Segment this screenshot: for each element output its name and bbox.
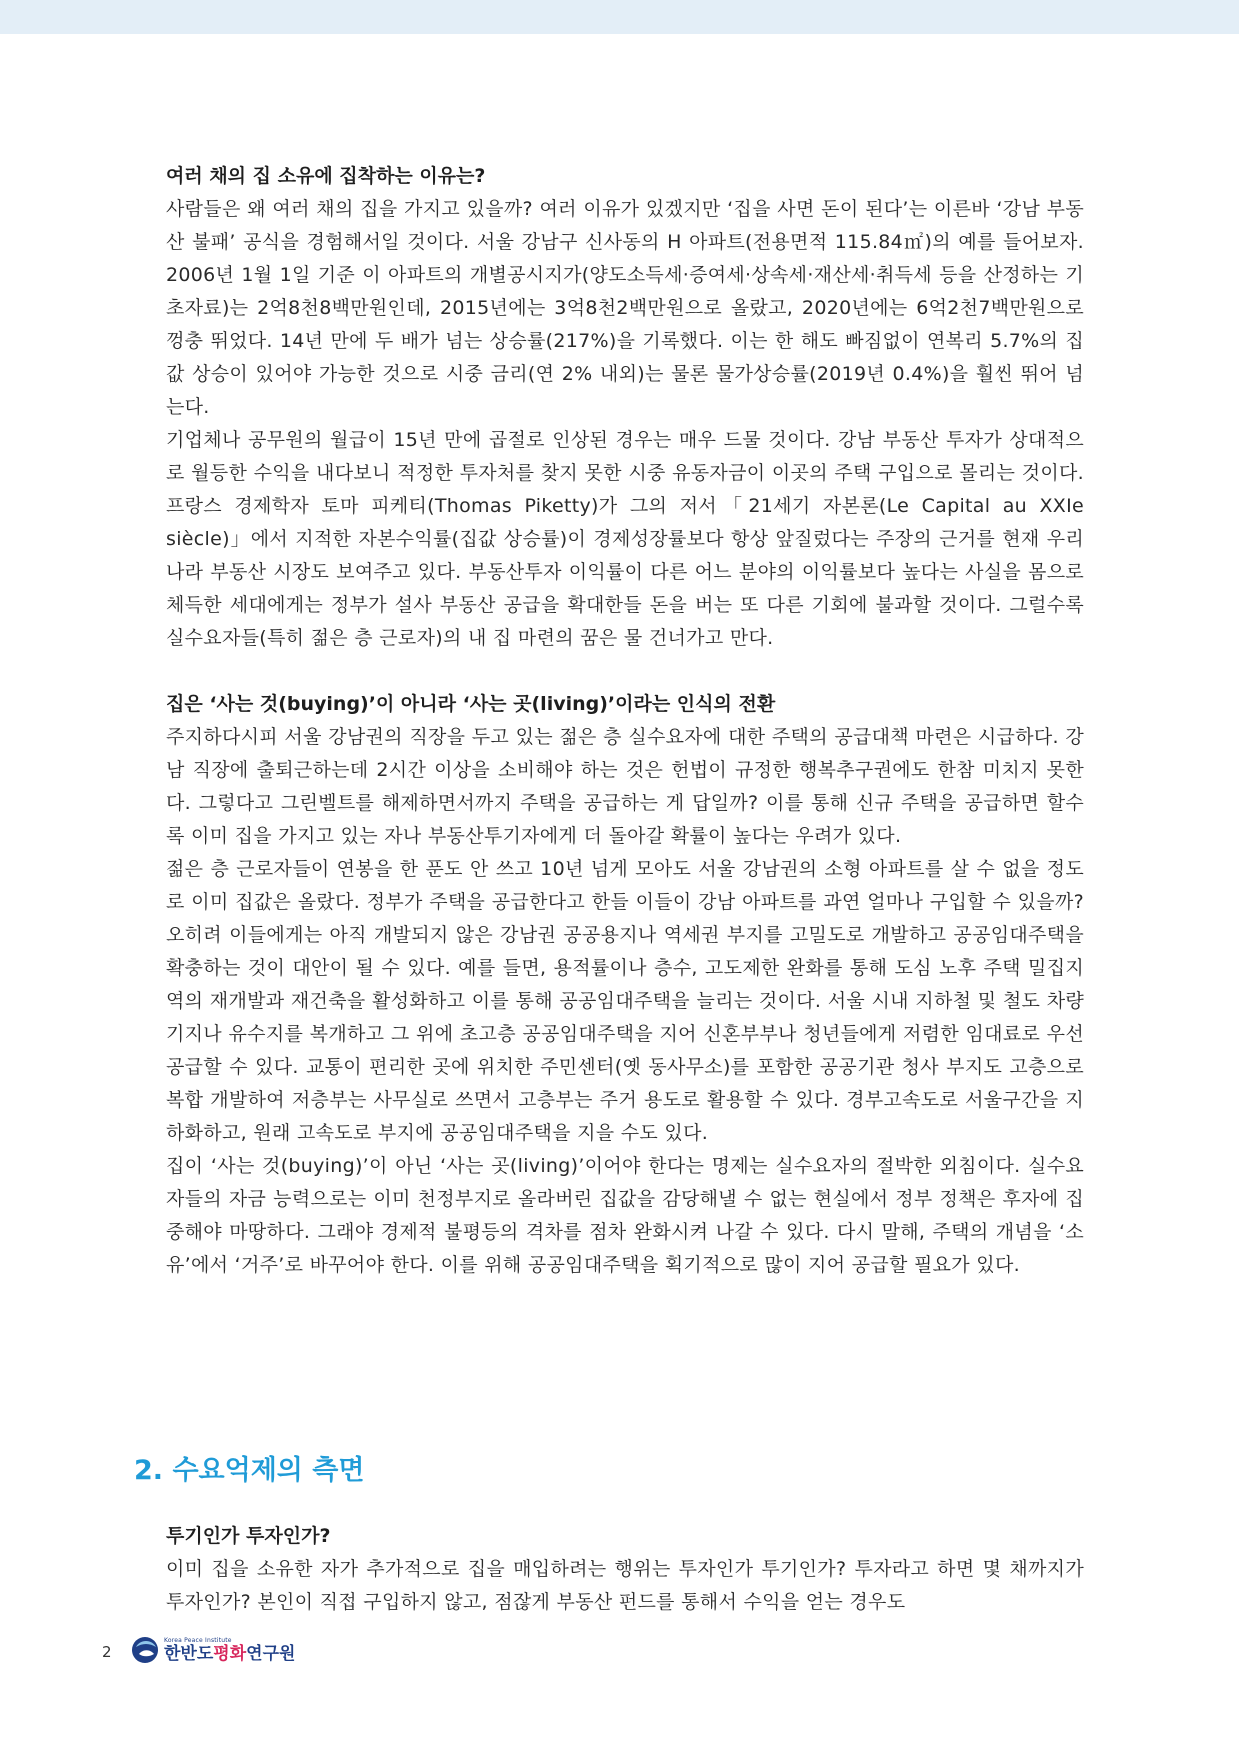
page-number: 2 — [102, 1643, 112, 1661]
logo-name-part2: 평화 — [213, 1643, 247, 1664]
paragraph: 기업체나 공무원의 월급이 15년 만에 곱절로 인상된 경우는 매우 드물 것이다. 강남 부동산 투자가 상대적으로 월등한 수익을 내다보니 적정한 투자처를 찾지 못한 시중 유동자금이 이곳의 주택 구입으로 몰리는 것이다. 프랑스 경제학자 토마 피케티(Thomas Piketty)가 그의 저서「21세기 자본론(Le Capital au XXIe siècle)」에서 지적한 자본수익률(집값 상승률)이 경제성장률보다 항상 앞질렀다는 주장의 근거를 현재 우리나라 부동산 시장도 보여주고 있다. 부동산투자 이익률이 다른 어느 분야의 이익률보다 높다는 사실을 몸으로 체득한 세대에게는 정부가 설사 부동산 공급을 확대한들 돈을 버는 또 다른 기회에 불과할 것이다. 그럴수록 실수요자들(특히 젊은 층 근로자)의 내 집 마련의 꿈은 물 건너가고 만다. — [166, 429, 1084, 649]
section2-body — [166, 1520, 1084, 1619]
paragraph: 주지하다시피 서울 강남권의 직장을 두고 있는 젊은 층 실수요자에 대한 주택의 공급대책 마련은 시급하다. 강남 직장에 출퇴근하는데 2시간 이상을 소비해야 하는 것은 헌법이 규정한 행복추구권에도 한참 미치지 못한다. 그렇다고 그린벨트를 해제하면서까지 주택을 공급하는 게 답일까? 이를 통해 신규 주택을 공급하면 할수록 이미 집을 가지고 있는 자나 부동산투기자에게 더 돌아갈 확률이 높다는 우려가 있다. — [166, 726, 1084, 847]
sub-heading-perception: 집은 ‘사는 것(buying)’이 아니라 ‘사는 곳(living)’이라는 인식의 전환 — [166, 693, 776, 715]
top-color-band — [0, 0, 1239, 34]
sub-heading-speculation: 투기인가 투자인가? — [166, 1525, 331, 1547]
logo-tagline: Korea Peace Institute — [164, 1636, 232, 1644]
paragraph: 집이 ‘사는 것(buying)’이 아닌 ‘사는 곳(living)’이어야 한다는 명제는 실수요자의 절박한 외침이다. 실수요자들의 자금 능력으로는 이미 천정부지로 올라버린 집값을 감당해낼 수 없는 현실에서 정부 정책은 후자에 집중해야 마땅하다. 그래야 경제적 불평등의 격차를 점차 완화시켜 나갈 수 있다. 다시 말해, 주택의 개념을 ‘소유’에서 ‘거주’로 바꾸어야 한다. 이를 위해 공공임대주택을 획기적으로 많이 지어 공급할 필요가 있다. — [166, 1155, 1085, 1276]
article-body — [166, 160, 1084, 1282]
spacer — [166, 655, 1084, 688]
institute-logo — [130, 1630, 295, 1670]
sub-heading-reasons: 여러 채의 집 소유에 집착하는 이유는? — [166, 165, 486, 187]
paragraph: 젊은 층 근로자들이 연봉을 한 푼도 안 쓰고 10년 넘게 모아도 서울 강남권의 소형 아파트를 살 수 없을 정도로 이미 집값은 올랐다. 정부가 주택을 공급한다고 한들 이들이 강남 아파트를 과연 얼마나 구입할 수 있을까? 오히려 이들에게는 아직 개발되지 않은 강남권 공공용지나 역세권 부지를 고밀도로 개발하고 공공임대주택을 확충하는 것이 대안이 될 수 있다. 예를 들면, 용적률이나 층수, 고도제한 완화를 통해 도심 노후 주택 밀집지역의 재개발과 재건축을 활성화하고 이를 통해 공공임대주택을 늘리는 것이다. 서울 시내 지하철 및 철도 차량기지나 유수지를 복개하고 그 위에 초고층 공공임대주택을 지어 신혼부부나 청년들에게 저렴한 임대료로 우선 공급할 수 있다. 교통이 편리한 곳에 위치한 주민센터(옛 동사무소)를 포함한 공공기관 청사 부지도 고층으로 복합 개발하여 저층부는 사무실로 쓰면서 고층부는 주거 용도로 활용할 수 있다. 경부고속도로 서울구간을 지하화하고, 원래 고속도로 부지에 공공임대주택을 지을 수도 있다. — [166, 858, 1084, 1144]
logo-name-part1: 한반도 — [164, 1643, 214, 1664]
logo-name-part3: 연구원 — [246, 1643, 296, 1664]
logo-swirl-icon — [130, 1635, 160, 1665]
logo-name — [164, 1644, 295, 1664]
paragraph: 이미 집을 소유한 자가 추가적으로 집을 매입하려는 행위는 투자인가 투기인가? 투자라고 하면 몇 채까지가 투자인가? 본인이 직접 구입하지 않고, 점잖게 부동산 펀드를 통해서 수익을 얻는 경우도 — [166, 1558, 1084, 1613]
section-title: 2. 수요억제의 측면 — [134, 1455, 365, 1486]
paragraph: 사람들은 왜 여러 채의 집을 가지고 있을까? 여러 이유가 있겠지만 ‘집을 사면 돈이 된다’는 이른바 ‘강남 부동산 불패’ 공식을 경험해서일 것이다. 서울 강남구 신사동의 H 아파트(전용면적 115.84㎡)의 예를 들어보자. 2006년 1월 1일 기준 이 아파트의 개별공시지가(양도소득세·증여세·상속세·재산세·취득세 등을 산정하는 기초자료)는 2억8천8백만원인데, 2015년에는 3억8천2백만원으로 올랐고, 2020년에는 6억2천7백만원으로 껑충 뛰었다. 14년 만에 두 배가 넘는 상승률(217%)을 기록했다. 이는 한 해도 빠짐없이 연복리 5.7%의 집값 상승이 있어야 가능한 것으로 시중 금리(연 2% 내외)는 물론 물가상승률(2019년 0.4%)을 훨씬 뛰어 넘는다. — [166, 198, 1084, 418]
